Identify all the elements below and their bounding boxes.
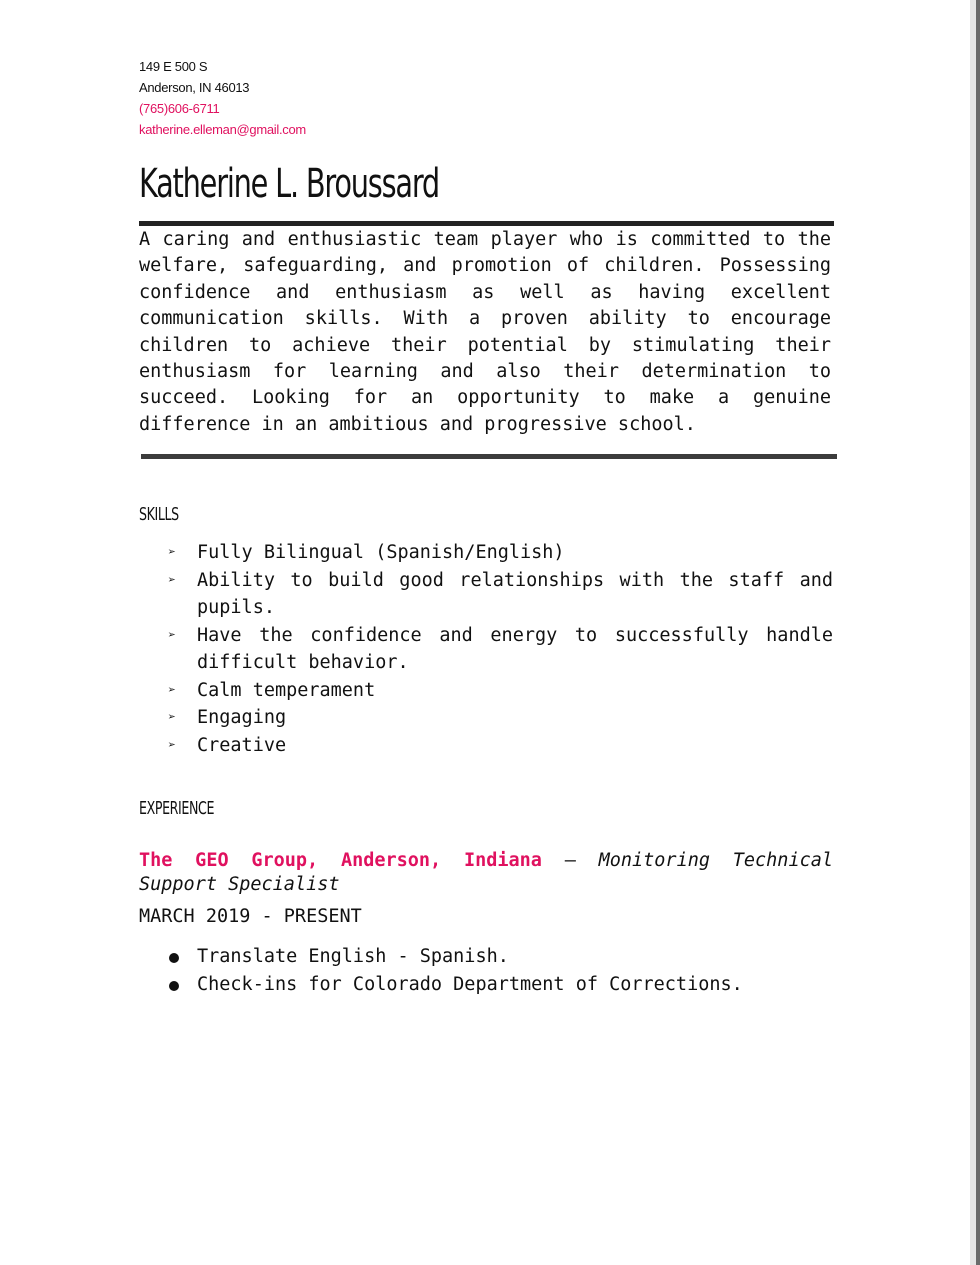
- contact-email[interactable]: katherine.elleman@gmail.com: [139, 122, 306, 137]
- contact-block: [139, 56, 833, 140]
- skill-text: Ability to build good relationships with the staff and pupils.: [197, 569, 833, 619]
- skill-item: [139, 539, 833, 567]
- job-duties-list: [139, 943, 833, 998]
- dot-bullet-icon: [169, 953, 179, 963]
- skills-heading: SKILLS: [139, 504, 179, 526]
- experience-heading: EXPERIENCE: [139, 798, 215, 820]
- candidate-name: Katherine L. Broussard: [139, 161, 439, 207]
- duty-item: [139, 943, 833, 971]
- job-separator: —: [541, 850, 599, 872]
- arrow-bullet-icon: ➢: [168, 572, 176, 588]
- skill-item: [139, 567, 833, 622]
- contact-city: Anderson, IN 46013: [139, 80, 250, 95]
- resume-page: [139, 56, 833, 998]
- skill-item: [139, 732, 833, 760]
- dot-bullet-icon: [169, 981, 179, 991]
- arrow-bullet-icon: ➢: [168, 682, 176, 698]
- skill-text: Calm temperament: [197, 679, 376, 701]
- job-title-line: [139, 849, 833, 897]
- skill-item: [139, 677, 833, 705]
- skill-item: [139, 704, 833, 732]
- skills-list: [139, 539, 833, 759]
- arrow-bullet-icon: ➢: [168, 710, 176, 726]
- duty-text: Check-ins for Colorado Department of Corrections.: [197, 973, 743, 995]
- page-edge: [976, 0, 980, 1265]
- job-dates: MARCH 2019 - PRESENT: [139, 906, 362, 928]
- contact-phone[interactable]: (765)606-6711: [139, 101, 220, 116]
- skill-text: Creative: [197, 734, 287, 756]
- job-company: The GEO Group, Anderson, Indiana: [139, 850, 542, 872]
- skill-text: Have the confidence and energy to successfully handle difficult behavior.: [197, 624, 833, 674]
- contact-street: 149 E 500 S: [139, 59, 208, 74]
- summary-bottom-rule: [141, 454, 837, 459]
- skill-text: Fully Bilingual (Spanish/English): [197, 542, 565, 564]
- arrow-bullet-icon: ➢: [168, 545, 176, 561]
- duty-text: Translate English - Spanish.: [197, 946, 509, 968]
- arrow-bullet-icon: ➢: [168, 737, 176, 753]
- arrow-bullet-icon: ➢: [168, 627, 176, 643]
- summary-paragraph: A caring and enthusiastic team player who is committed to the welfare, safeguarding, and promotion of children. Possessing confidence and enthusiasm as well as having excellent communication skills. With a proven ability to encourage children to achieve their potential by stimulating their enthusiasm for learning and also their determination to succeed. Looking for an opportunity to make a genuine difference in an ambitious and progressive school.: [139, 229, 831, 435]
- summary-top-rule: [139, 221, 834, 226]
- duty-item: [139, 971, 833, 999]
- skill-item: [139, 622, 833, 677]
- skill-text: Engaging: [197, 707, 287, 729]
- job-role: Monitoring Technical Support Specialist: [139, 850, 833, 896]
